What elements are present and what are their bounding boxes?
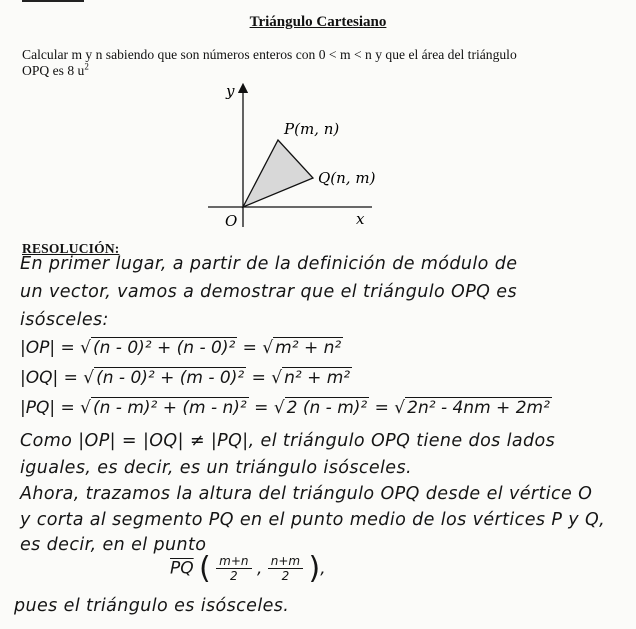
statement-line-1: Calcular m y n sabiendo que son números enteros con 0 < m < n y que el área del triángulo (22, 47, 517, 62)
resolution-line-4: Como |OP| = |OQ| ≠ |PQ|, el triángulo OPQ tiene dos lados (20, 431, 556, 451)
resolution-line-2: un vector, vamos a demostrar que el triángulo OPQ es (20, 282, 517, 302)
point-q-label: Q(n, m) (318, 169, 376, 187)
document-title: Triángulo Cartesiano (249, 14, 387, 30)
statement-line-2 (22, 63, 622, 79)
midpoint-segment: $\overline{PQ}$ (170, 558, 194, 579)
op-result: m² + n² (275, 338, 342, 358)
oq-lhs: |OQ| = (20, 368, 84, 388)
equation-op: |OP| = √ (n - 0)² + (n - 0)² = √ m² + n² (20, 338, 342, 358)
op-lhs: |OP| = (20, 338, 81, 358)
equation-pq: |PQ| = √ (n - m)² + (m - n)² = √ 2 (n - m)² = √ 2n² - 4nm + 2m² (20, 398, 550, 418)
oq-result: n² + m² (284, 368, 351, 388)
oq-eq: = (246, 368, 272, 388)
midpoint-y-den: 2 (281, 569, 290, 583)
close-paren: ) (308, 551, 321, 586)
pq-middle: 2 (n - m)² (286, 398, 368, 418)
top-rule (22, 0, 84, 2)
midpoint-separator: , (256, 558, 263, 579)
resolution-line-1: En primer lugar, a partir de la definición de módulo de (20, 254, 518, 274)
point-p-label: P(m, n) (284, 120, 340, 138)
midpoint-x-num: m+n (216, 554, 251, 569)
x-axis-label: x (356, 210, 365, 228)
resolution-line-9: pues el triángulo es isósceles. (14, 596, 290, 616)
op-root: (n - 0)² + (n - 0)² (92, 338, 236, 358)
midpoint-end: , (320, 558, 326, 579)
pq-eq: = (248, 398, 274, 418)
statement-line-2-text: OPQ es 8 u (22, 63, 85, 78)
resolution-heading: RESOLUCIÓN: (22, 241, 120, 256)
resolution-line-7: y corta al segmento PQ en el punto medio de los vértices P y Q, (20, 510, 606, 530)
pq-lhs: |PQ| = (20, 398, 81, 418)
open-paren: ( (199, 551, 211, 586)
resolution-line-3: isósceles: (20, 310, 109, 330)
triangle-diagram (180, 82, 380, 232)
problem-statement (22, 47, 622, 79)
statement-unit-exponent: 2 (84, 61, 89, 72)
resolution-line-6: Ahora, trazamos la altura del triángulo OPQ desde el vértice O (20, 484, 593, 504)
pq-result: 2n² - 4nm + 2m² (407, 398, 550, 418)
midpoint-x-den: 2 (230, 569, 238, 583)
origin-label: O (225, 212, 238, 230)
midpoint-x-fraction (216, 554, 251, 583)
pq-root: (n - m)² + (m - n)² (92, 398, 247, 418)
pq-eq-2: = (369, 398, 395, 418)
oq-root: (n - 0)² + (m - 0)² (96, 368, 245, 388)
midpoint-y-fraction (268, 554, 303, 583)
y-axis-label: y (226, 82, 235, 100)
op-eq: = (237, 338, 263, 358)
midpoint-formula (170, 551, 326, 586)
equation-oq: |OQ| = √ (n - 0)² + (m - 0)² = √ n² + m² (20, 368, 351, 388)
triangle-opq (243, 140, 313, 207)
resolution-line-8: es decir, en el punto (20, 535, 207, 555)
resolution-line-5: iguales, es decir, es un triángulo isósceles. (20, 458, 412, 478)
midpoint-y-num: n+m (268, 554, 303, 569)
